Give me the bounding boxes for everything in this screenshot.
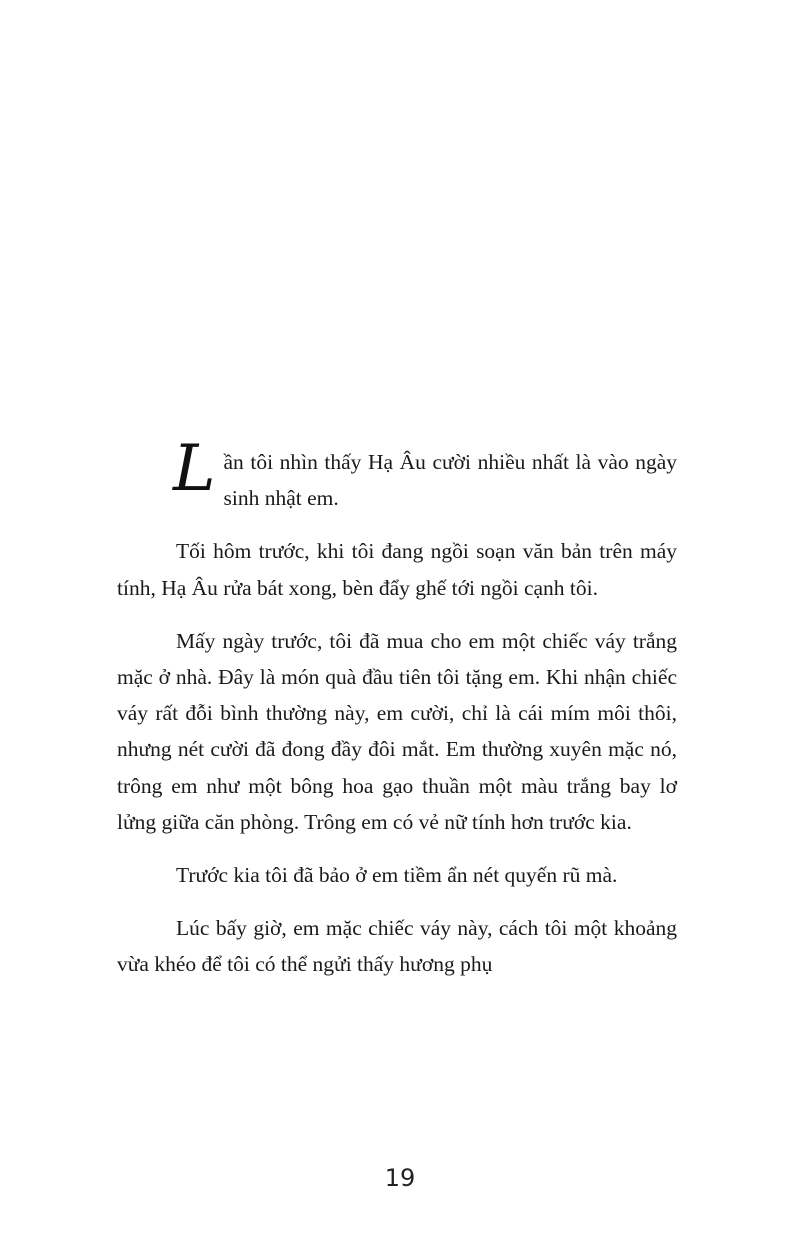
opening-paragraph-text: ần tôi nhìn thấy Hạ Âu cười nhiều nhất là vào ngày sinh nhật em. bbox=[223, 450, 677, 511]
page-number: 19 bbox=[384, 1164, 416, 1192]
drop-cap: L bbox=[173, 432, 216, 506]
opening-paragraph bbox=[117, 432, 677, 516]
paragraph-4: Lúc bấy giờ, em mặc chiếc váy này, cách tôi một khoảng vừa khéo để tôi có thể ngửi thấy hương phụ bbox=[117, 916, 677, 977]
body-text bbox=[117, 432, 677, 1000]
paragraph-1: Tối hôm trước, khi tôi đang ngồi soạn văn bản trên máy tính, Hạ Âu rửa bát xong, bèn đẩy ghế tới ngồi cạnh tôi. bbox=[117, 539, 677, 600]
paragraph-2: Mấy ngày trước, tôi đã mua cho em một chiếc váy trắng mặc ở nhà. Đây là món quà đầu tiên tôi tặng em. Khi nhận chiếc váy rất đỗi bình thường này, em cười, chỉ là cái mím môi thôi, nhưng nét cười đã đong đầy đôi mắt. Em thường xuyên mặc nó, trông em như một bông hoa gạo thuần một màu trắng bay lơ lửng giữa căn phòng. Trông em có vẻ nữ tính hơn trước kia. bbox=[117, 628, 677, 834]
paragraph-3: Trước kia tôi đã bảo ở em tiềm ẩn nét quyến rũ mà. bbox=[176, 863, 618, 888]
